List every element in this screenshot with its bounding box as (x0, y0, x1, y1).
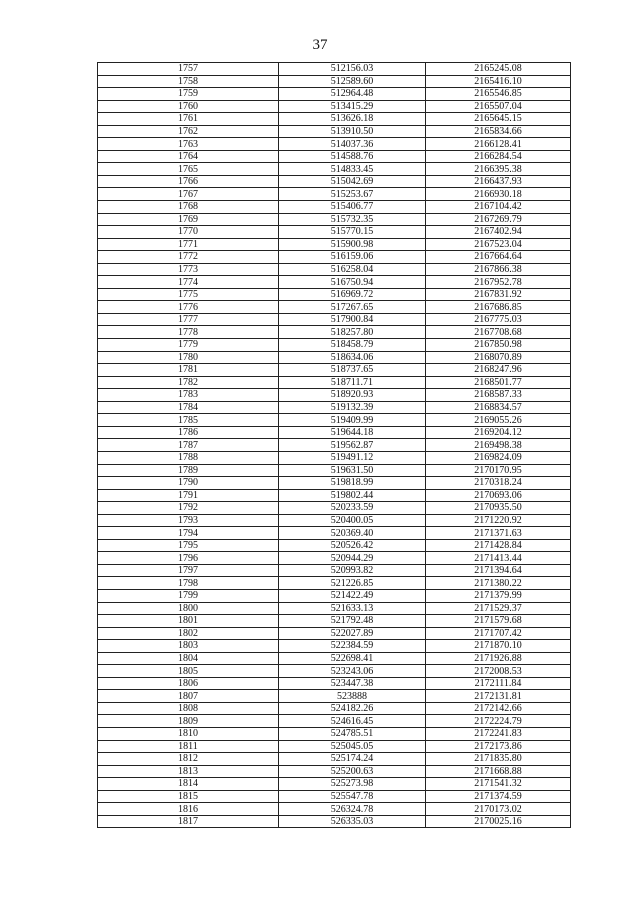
table-row (98, 188, 571, 201)
y-coordinate-cell: 2172111.84 (426, 677, 571, 690)
table-row (98, 451, 571, 464)
table-row (98, 226, 571, 239)
table-row (98, 552, 571, 565)
y-coordinate-cell: 2171380.22 (426, 577, 571, 590)
y-coordinate-cell: 2171707.42 (426, 627, 571, 640)
x-coordinate-cell: 516258.04 (279, 263, 426, 276)
y-coordinate-cell: 2171541.32 (426, 778, 571, 791)
point-number-cell: 1794 (98, 527, 279, 540)
point-number-cell: 1796 (98, 552, 279, 565)
y-coordinate-cell: 2171870.10 (426, 640, 571, 653)
x-coordinate-cell: 514833.45 (279, 163, 426, 176)
point-number-cell: 1786 (98, 426, 279, 439)
point-number-cell: 1817 (98, 815, 279, 828)
y-coordinate-cell: 2167708.68 (426, 326, 571, 339)
y-coordinate-cell: 2167402.94 (426, 226, 571, 239)
x-coordinate-cell: 521226.85 (279, 577, 426, 590)
point-number-cell: 1780 (98, 351, 279, 364)
point-number-cell: 1793 (98, 514, 279, 527)
point-number-cell: 1807 (98, 690, 279, 703)
y-coordinate-cell: 2166128.41 (426, 138, 571, 151)
y-coordinate-cell: 2171413.44 (426, 552, 571, 565)
x-coordinate-cell: 520369.40 (279, 527, 426, 540)
point-number-cell: 1767 (98, 188, 279, 201)
table-row (98, 740, 571, 753)
table-row (98, 615, 571, 628)
x-coordinate-cell: 520526.42 (279, 539, 426, 552)
x-coordinate-cell: 516159.06 (279, 251, 426, 264)
y-coordinate-cell: 2169498.38 (426, 439, 571, 452)
y-coordinate-cell: 2165546.85 (426, 88, 571, 101)
point-number-cell: 1798 (98, 577, 279, 590)
table-row (98, 351, 571, 364)
point-number-cell: 1775 (98, 288, 279, 301)
x-coordinate-cell: 520233.59 (279, 502, 426, 515)
table-row (98, 100, 571, 113)
x-coordinate-cell: 515406.77 (279, 201, 426, 214)
table-row (98, 527, 571, 540)
table-row (98, 163, 571, 176)
y-coordinate-cell: 2172173.86 (426, 740, 571, 753)
y-coordinate-cell: 2170170.95 (426, 464, 571, 477)
point-number-cell: 1777 (98, 313, 279, 326)
x-coordinate-cell: 525174.24 (279, 753, 426, 766)
x-coordinate-cell: 514037.36 (279, 138, 426, 151)
x-coordinate-cell: 522384.59 (279, 640, 426, 653)
y-coordinate-cell: 2171835.80 (426, 753, 571, 766)
y-coordinate-cell: 2171668.88 (426, 765, 571, 778)
x-coordinate-cell: 523243.06 (279, 665, 426, 678)
point-number-cell: 1758 (98, 75, 279, 88)
x-coordinate-cell: 524182.26 (279, 702, 426, 715)
point-number-cell: 1781 (98, 364, 279, 377)
point-number-cell: 1789 (98, 464, 279, 477)
x-coordinate-cell: 519644.18 (279, 426, 426, 439)
table-row (98, 539, 571, 552)
x-coordinate-cell: 521633.13 (279, 602, 426, 615)
point-number-cell: 1813 (98, 765, 279, 778)
table-row (98, 175, 571, 188)
x-coordinate-cell: 513626.18 (279, 113, 426, 126)
y-coordinate-cell: 2169204.12 (426, 426, 571, 439)
x-coordinate-cell: 517267.65 (279, 301, 426, 314)
x-coordinate-cell: 523888 (279, 690, 426, 703)
point-number-cell: 1778 (98, 326, 279, 339)
point-number-cell: 1769 (98, 213, 279, 226)
x-coordinate-cell: 519562.87 (279, 439, 426, 452)
x-coordinate-cell: 521792.48 (279, 615, 426, 628)
y-coordinate-cell: 2166437.93 (426, 175, 571, 188)
table-row (98, 439, 571, 452)
x-coordinate-cell: 520400.05 (279, 514, 426, 527)
x-coordinate-cell: 518458.79 (279, 339, 426, 352)
point-number-cell: 1765 (98, 163, 279, 176)
table-row (98, 765, 571, 778)
y-coordinate-cell: 2166395.38 (426, 163, 571, 176)
x-coordinate-cell: 518634.06 (279, 351, 426, 364)
table-row (98, 339, 571, 352)
x-coordinate-cell: 525547.78 (279, 790, 426, 803)
point-number-cell: 1808 (98, 702, 279, 715)
y-coordinate-cell: 2172224.79 (426, 715, 571, 728)
table-row (98, 401, 571, 414)
y-coordinate-cell: 2165416.10 (426, 75, 571, 88)
y-coordinate-cell: 2169055.26 (426, 414, 571, 427)
table-row (98, 414, 571, 427)
x-coordinate-cell: 519802.44 (279, 489, 426, 502)
x-coordinate-cell: 517900.84 (279, 313, 426, 326)
y-coordinate-cell: 2165245.08 (426, 63, 571, 76)
point-number-cell: 1788 (98, 451, 279, 464)
table-row (98, 627, 571, 640)
y-coordinate-cell: 2171428.84 (426, 539, 571, 552)
y-coordinate-cell: 2172008.53 (426, 665, 571, 678)
y-coordinate-cell: 2167775.03 (426, 313, 571, 326)
point-number-cell: 1762 (98, 125, 279, 138)
y-coordinate-cell: 2171374.59 (426, 790, 571, 803)
y-coordinate-cell: 2170693.06 (426, 489, 571, 502)
table-row (98, 778, 571, 791)
x-coordinate-cell: 519491.12 (279, 451, 426, 464)
coordinates-table-body (98, 63, 571, 828)
x-coordinate-cell: 525045.05 (279, 740, 426, 753)
y-coordinate-cell: 2171529.37 (426, 602, 571, 615)
x-coordinate-cell: 526335.03 (279, 815, 426, 828)
y-coordinate-cell: 2172131.81 (426, 690, 571, 703)
table-row (98, 376, 571, 389)
y-coordinate-cell: 2167686.85 (426, 301, 571, 314)
table-row (98, 640, 571, 653)
page-number: 37 (312, 37, 328, 53)
point-number-cell: 1768 (98, 201, 279, 214)
x-coordinate-cell: 520944.29 (279, 552, 426, 565)
point-number-cell: 1797 (98, 564, 279, 577)
y-coordinate-cell: 2166930.18 (426, 188, 571, 201)
y-coordinate-cell: 2165645.15 (426, 113, 571, 126)
x-coordinate-cell: 524616.45 (279, 715, 426, 728)
x-coordinate-cell: 518737.65 (279, 364, 426, 377)
x-coordinate-cell: 516969.72 (279, 288, 426, 301)
table-row (98, 238, 571, 251)
point-number-cell: 1792 (98, 502, 279, 515)
y-coordinate-cell: 2171379.99 (426, 589, 571, 602)
point-number-cell: 1795 (98, 539, 279, 552)
x-coordinate-cell: 525273.98 (279, 778, 426, 791)
y-coordinate-cell: 2167831.92 (426, 288, 571, 301)
y-coordinate-cell: 2170318.24 (426, 477, 571, 490)
y-coordinate-cell: 2167523.04 (426, 238, 571, 251)
y-coordinate-cell: 2168834.57 (426, 401, 571, 414)
point-number-cell: 1766 (98, 175, 279, 188)
y-coordinate-cell: 2167269.79 (426, 213, 571, 226)
point-number-cell: 1805 (98, 665, 279, 678)
table-row (98, 464, 571, 477)
y-coordinate-cell: 2170025.16 (426, 815, 571, 828)
table-row (98, 313, 571, 326)
table-row (98, 301, 571, 314)
table-row (98, 727, 571, 740)
x-coordinate-cell: 518711.71 (279, 376, 426, 389)
point-number-cell: 1776 (98, 301, 279, 314)
table-row (98, 201, 571, 214)
table-row (98, 426, 571, 439)
point-number-cell: 1799 (98, 589, 279, 602)
table-row (98, 815, 571, 828)
y-coordinate-cell: 2168501.77 (426, 376, 571, 389)
x-coordinate-cell: 519409.99 (279, 414, 426, 427)
point-number-cell: 1770 (98, 226, 279, 239)
y-coordinate-cell: 2166284.54 (426, 150, 571, 163)
y-coordinate-cell: 2167104.42 (426, 201, 571, 214)
table-row (98, 602, 571, 615)
x-coordinate-cell: 516750.94 (279, 276, 426, 289)
point-number-cell: 1810 (98, 727, 279, 740)
y-coordinate-cell: 2165507.04 (426, 100, 571, 113)
table-row (98, 389, 571, 402)
y-coordinate-cell: 2171371.63 (426, 527, 571, 540)
point-number-cell: 1804 (98, 652, 279, 665)
table-row (98, 63, 571, 76)
x-coordinate-cell: 522027.89 (279, 627, 426, 640)
x-coordinate-cell: 515770.15 (279, 226, 426, 239)
point-number-cell: 1757 (98, 63, 279, 76)
x-coordinate-cell: 513415.29 (279, 100, 426, 113)
point-number-cell: 1811 (98, 740, 279, 753)
y-coordinate-cell: 2172241.83 (426, 727, 571, 740)
table-row (98, 364, 571, 377)
table-row (98, 564, 571, 577)
table-row (98, 702, 571, 715)
point-number-cell: 1771 (98, 238, 279, 251)
point-number-cell: 1787 (98, 439, 279, 452)
table-row (98, 75, 571, 88)
point-number-cell: 1800 (98, 602, 279, 615)
x-coordinate-cell: 521422.49 (279, 589, 426, 602)
point-number-cell: 1764 (98, 150, 279, 163)
x-coordinate-cell: 524785.51 (279, 727, 426, 740)
table-row (98, 677, 571, 690)
y-coordinate-cell: 2167866.38 (426, 263, 571, 276)
coordinates-table (97, 62, 571, 828)
y-coordinate-cell: 2168247.96 (426, 364, 571, 377)
y-coordinate-cell: 2170173.02 (426, 803, 571, 816)
point-number-cell: 1815 (98, 790, 279, 803)
x-coordinate-cell: 519132.39 (279, 401, 426, 414)
point-number-cell: 1773 (98, 263, 279, 276)
x-coordinate-cell: 512589.60 (279, 75, 426, 88)
point-number-cell: 1802 (98, 627, 279, 640)
y-coordinate-cell: 2171394.64 (426, 564, 571, 577)
x-coordinate-cell: 513910.50 (279, 125, 426, 138)
x-coordinate-cell: 518257.80 (279, 326, 426, 339)
point-number-cell: 1784 (98, 401, 279, 414)
table-row (98, 589, 571, 602)
point-number-cell: 1759 (98, 88, 279, 101)
point-number-cell: 1779 (98, 339, 279, 352)
table-row (98, 213, 571, 226)
table-row (98, 715, 571, 728)
table-row (98, 577, 571, 590)
point-number-cell: 1785 (98, 414, 279, 427)
table-row (98, 276, 571, 289)
table-row (98, 251, 571, 264)
table-row (98, 502, 571, 515)
point-number-cell: 1806 (98, 677, 279, 690)
table-row (98, 263, 571, 276)
point-number-cell: 1774 (98, 276, 279, 289)
table-row (98, 125, 571, 138)
y-coordinate-cell: 2171926.88 (426, 652, 571, 665)
point-number-cell: 1772 (98, 251, 279, 264)
x-coordinate-cell: 515732.35 (279, 213, 426, 226)
point-number-cell: 1801 (98, 615, 279, 628)
point-number-cell: 1790 (98, 477, 279, 490)
table-row (98, 326, 571, 339)
point-number-cell: 1791 (98, 489, 279, 502)
y-coordinate-cell: 2171220.92 (426, 514, 571, 527)
x-coordinate-cell: 512964.48 (279, 88, 426, 101)
table-row (98, 113, 571, 126)
point-number-cell: 1763 (98, 138, 279, 151)
point-number-cell: 1809 (98, 715, 279, 728)
x-coordinate-cell: 526324.78 (279, 803, 426, 816)
table-row (98, 489, 571, 502)
x-coordinate-cell: 522698.41 (279, 652, 426, 665)
y-coordinate-cell: 2168587.33 (426, 389, 571, 402)
x-coordinate-cell: 515042.69 (279, 175, 426, 188)
table-row (98, 88, 571, 101)
table-row (98, 288, 571, 301)
point-number-cell: 1761 (98, 113, 279, 126)
table-row (98, 665, 571, 678)
x-coordinate-cell: 512156.03 (279, 63, 426, 76)
y-coordinate-cell: 2167952.78 (426, 276, 571, 289)
x-coordinate-cell: 515253.67 (279, 188, 426, 201)
point-number-cell: 1816 (98, 803, 279, 816)
point-number-cell: 1782 (98, 376, 279, 389)
x-coordinate-cell: 523447.38 (279, 677, 426, 690)
y-coordinate-cell: 2169824.09 (426, 451, 571, 464)
table-row (98, 514, 571, 527)
x-coordinate-cell: 518920.93 (279, 389, 426, 402)
table-row (98, 477, 571, 490)
table-row (98, 690, 571, 703)
point-number-cell: 1814 (98, 778, 279, 791)
table-row (98, 803, 571, 816)
x-coordinate-cell: 514588.76 (279, 150, 426, 163)
point-number-cell: 1812 (98, 753, 279, 766)
table-row (98, 753, 571, 766)
point-number-cell: 1760 (98, 100, 279, 113)
y-coordinate-cell: 2167664.64 (426, 251, 571, 264)
y-coordinate-cell: 2172142.66 (426, 702, 571, 715)
y-coordinate-cell: 2167850.98 (426, 339, 571, 352)
x-coordinate-cell: 519631.50 (279, 464, 426, 477)
x-coordinate-cell: 520993.82 (279, 564, 426, 577)
x-coordinate-cell: 519818.99 (279, 477, 426, 490)
point-number-cell: 1783 (98, 389, 279, 402)
y-coordinate-cell: 2165834.66 (426, 125, 571, 138)
y-coordinate-cell: 2168070.89 (426, 351, 571, 364)
y-coordinate-cell: 2170935.50 (426, 502, 571, 515)
table-row (98, 652, 571, 665)
table-row (98, 150, 571, 163)
y-coordinate-cell: 2171579.68 (426, 615, 571, 628)
point-number-cell: 1803 (98, 640, 279, 653)
table-row (98, 138, 571, 151)
table-row (98, 790, 571, 803)
x-coordinate-cell: 515900.98 (279, 238, 426, 251)
x-coordinate-cell: 525200.63 (279, 765, 426, 778)
